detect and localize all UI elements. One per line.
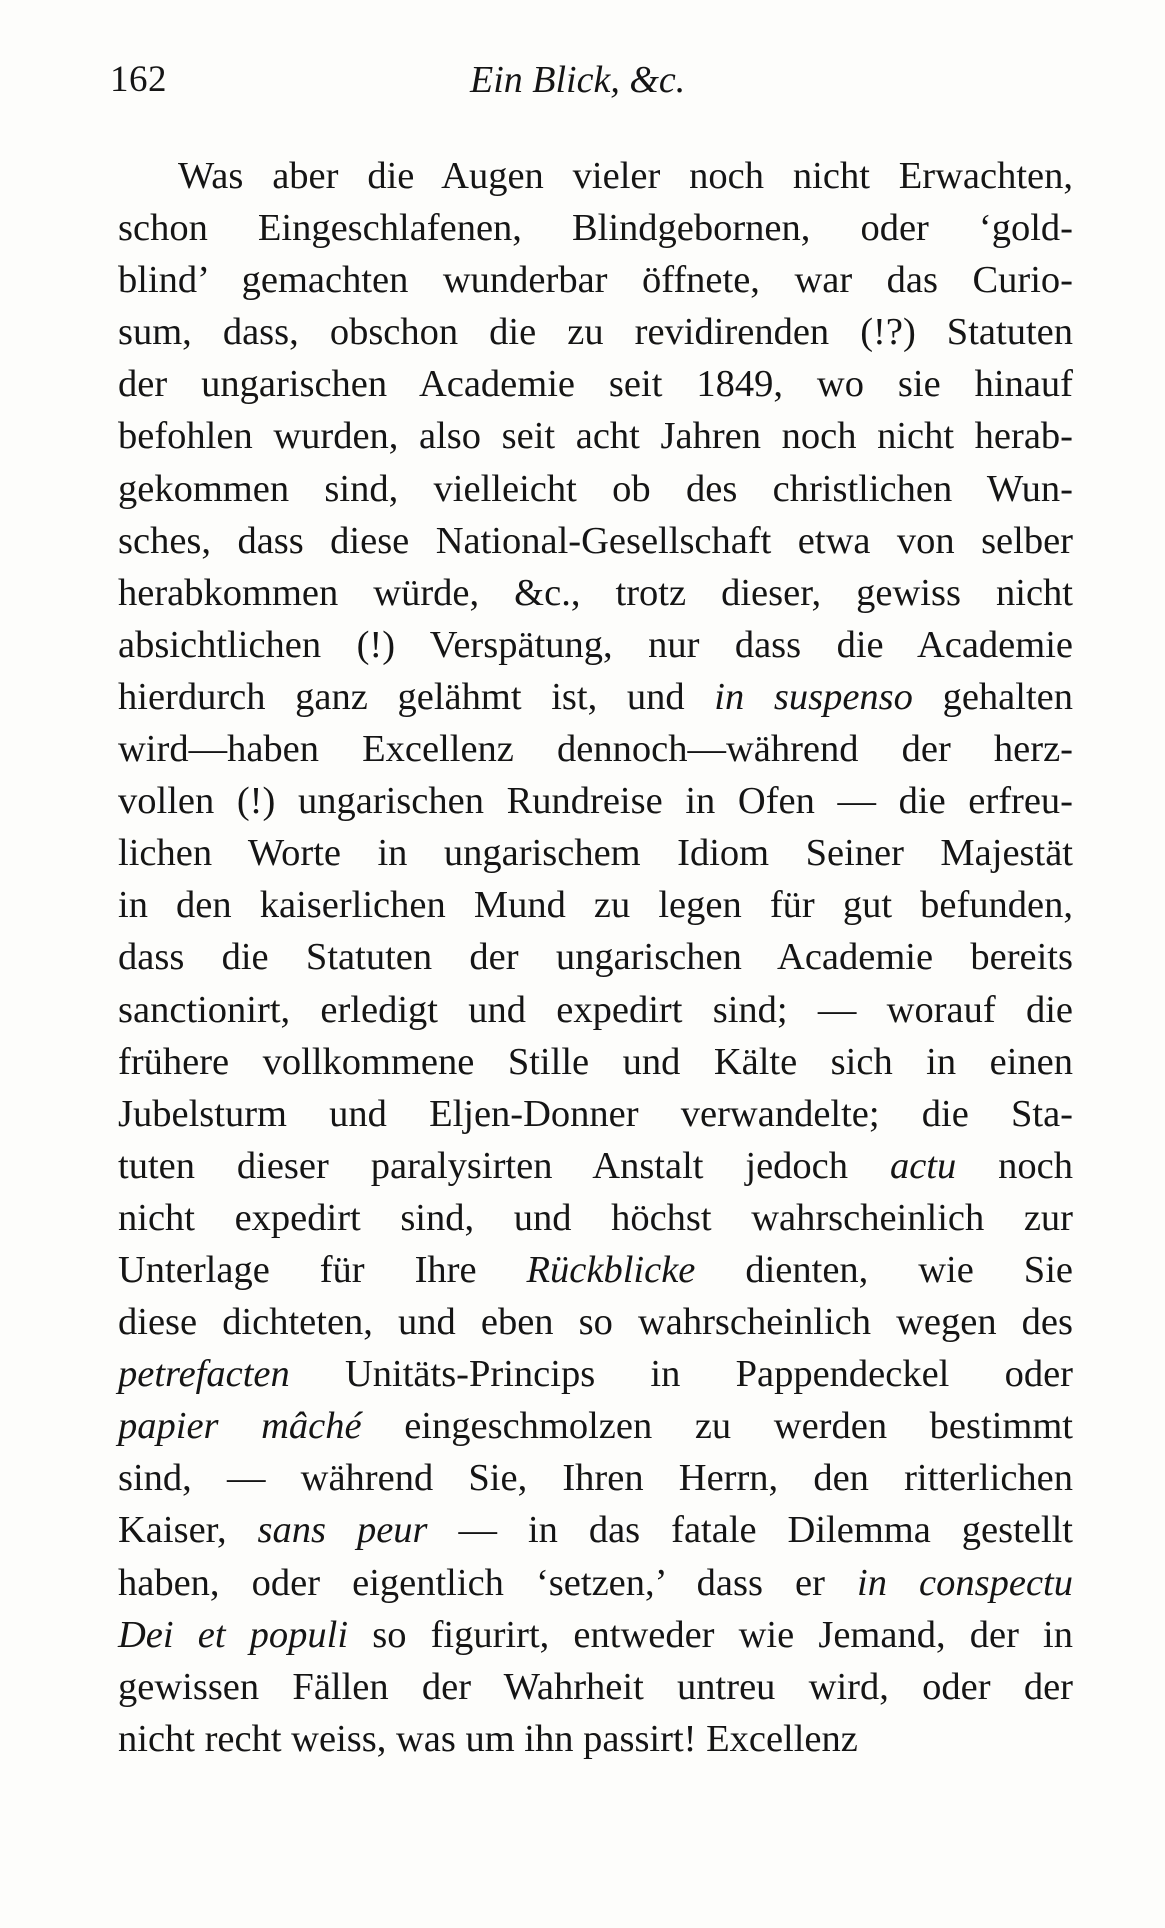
text-segment: vollen (!) ungarischen Rundreise in Ofen — die erfreu- xyxy=(118,780,1073,823)
body-text xyxy=(118,150,1073,1765)
text-line xyxy=(118,671,1073,723)
text-segment: sches, dass diese National-Gesellschaft etwa von selber xyxy=(118,519,1073,562)
text-segment: wird—haben Excellenz dennoch—während der herz- xyxy=(118,728,1073,771)
text-segment: dass die Statuten der ungarischen Academie bereits xyxy=(118,936,1073,979)
text-line xyxy=(118,567,1073,619)
text-line xyxy=(118,410,1073,462)
text-segment: noch xyxy=(956,1144,1073,1187)
text-line xyxy=(118,463,1073,515)
page-header xyxy=(110,58,1076,118)
text-line xyxy=(118,723,1073,775)
text-segment: gewissen Fällen der Wahrheit untreu wird, oder der xyxy=(118,1665,1073,1708)
text-line xyxy=(118,1244,1073,1296)
text-segment: herabkommen würde, &c., trotz dieser, gewiss nicht xyxy=(118,571,1073,614)
text-segment: so figurirt, entweder wie Jemand, der in xyxy=(348,1613,1073,1656)
text-line xyxy=(118,879,1073,931)
text-line xyxy=(118,150,1073,202)
text-segment: dienten, wie Sie xyxy=(695,1248,1073,1291)
text-segment: blind’ gemachten wunderbar öffnete, war das Curio- xyxy=(118,259,1073,302)
text-segment: befohlen wurden, also seit acht Jahren noch nicht herab- xyxy=(118,415,1073,458)
text-segment: sanctionirt, erledigt und expedirt sind; — worauf die xyxy=(118,988,1073,1031)
text-segment: nicht recht weiss, was um ihn passirt! Excellenz xyxy=(118,1717,858,1760)
italic-text: in suspenso xyxy=(714,675,913,718)
text-line xyxy=(118,1140,1073,1192)
text-segment: Jubelsturm und Eljen-Donner verwandelte; die Sta- xyxy=(118,1092,1073,1135)
text-line xyxy=(118,1400,1073,1452)
italic-text: sans peur xyxy=(257,1509,428,1552)
text-line xyxy=(118,306,1073,358)
text-line xyxy=(118,254,1073,306)
text-line xyxy=(118,1452,1073,1504)
text-segment: Unitäts-Princips in Pappendeckel oder xyxy=(289,1353,1073,1396)
text-line xyxy=(118,1609,1073,1661)
text-segment: schon Eingeschlafenen, Blindgebornen, oder ‘gold- xyxy=(118,207,1073,250)
italic-text: Dei et populi xyxy=(118,1613,349,1656)
text-segment: Unterlage für Ihre xyxy=(118,1248,527,1291)
italic-text: in conspectu xyxy=(857,1561,1073,1604)
text-line xyxy=(118,827,1073,879)
text-segment: absichtlichen (!) Verspätung, nur dass die Academie xyxy=(118,623,1073,666)
italic-text: papier mâché xyxy=(118,1405,362,1448)
text-segment: haben, oder eigentlich ‘setzen,’ dass er xyxy=(118,1561,858,1604)
text-line xyxy=(118,931,1073,983)
text-segment: lichen Worte in ungarischem Idiom Seiner Majestät xyxy=(118,832,1073,875)
text-segment: gehalten xyxy=(912,675,1073,718)
text-segment: frühere vollkommene Stille und Kälte sich in einen xyxy=(118,1040,1073,1083)
italic-text: petrefacten xyxy=(118,1353,290,1396)
text-line xyxy=(118,1557,1073,1609)
text-line xyxy=(118,1713,1073,1765)
text-line xyxy=(118,202,1073,254)
text-line xyxy=(118,984,1073,1036)
text-segment: sind, — während Sie, Ihren Herrn, den ritterlichen xyxy=(118,1457,1073,1500)
text-segment: in den kaiserlichen Mund zu legen für gut befunden, xyxy=(118,884,1073,927)
text-line xyxy=(118,619,1073,671)
text-segment: hierdurch ganz gelähmt ist, und xyxy=(118,675,715,718)
text-line xyxy=(118,1504,1073,1556)
text-segment: Kaiser, xyxy=(118,1509,258,1552)
text-segment: sum, dass, obschon die zu revidirenden (!?) Statuten xyxy=(118,311,1073,354)
text-line xyxy=(118,1348,1073,1400)
running-title: Ein Blick, &c. xyxy=(470,59,686,101)
text-segment: Was aber die Augen vieler noch nicht Erwachten, xyxy=(178,155,1073,197)
text-line xyxy=(118,1296,1073,1348)
italic-text: Rückblicke xyxy=(526,1248,696,1291)
page-number: 162 xyxy=(110,59,167,100)
text-line xyxy=(118,1036,1073,1088)
text-segment: tuten dieser paralysirten Anstalt jedoch xyxy=(118,1144,890,1187)
text-line xyxy=(118,1192,1073,1244)
text-segment: eingeschmolzen zu werden bestimmt xyxy=(361,1405,1073,1448)
text-segment: der ungarischen Academie seit 1849, wo sie hinauf xyxy=(118,363,1073,406)
text-line xyxy=(118,1088,1073,1140)
text-segment: — in das fatale Dilemma gestellt xyxy=(427,1509,1073,1552)
text-line xyxy=(118,515,1073,567)
text-line xyxy=(118,775,1073,827)
text-line xyxy=(118,1661,1073,1713)
text-line xyxy=(118,358,1073,410)
italic-text: actu xyxy=(889,1144,957,1187)
text-segment: diese dichteten, und eben so wahrscheinlich wegen des xyxy=(118,1301,1073,1344)
text-segment: gekommen sind, vielleicht ob des christlichen Wun- xyxy=(118,467,1073,510)
text-segment: nicht expedirt sind, und höchst wahrscheinlich zur xyxy=(118,1196,1073,1239)
